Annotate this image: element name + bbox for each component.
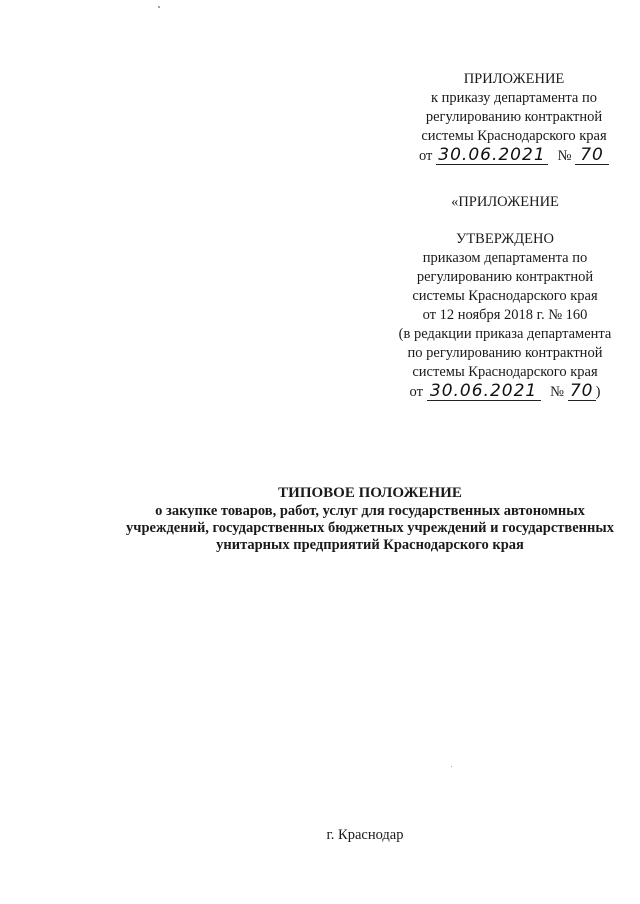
document-subtitle-line-1: о закупке товаров, работ, услуг для государственных автономных xyxy=(155,503,585,519)
approval-line-1: приказом департамента по xyxy=(422,250,588,266)
appendix-line-2: регулированию контрактной xyxy=(425,109,603,125)
appendix-date-prefix: от xyxy=(418,148,433,164)
approval-date-prefix: от xyxy=(409,384,423,400)
approval-handwritten-date: 30.06.2021 xyxy=(429,381,538,401)
document-subtitle-line-3: унитарных предприятий Краснодарского края xyxy=(216,537,524,553)
document-title: ТИПОВОЕ ПОЛОЖЕНИЕ xyxy=(278,485,462,501)
appendix-date-line xyxy=(404,147,624,166)
approval-block xyxy=(384,193,626,402)
approval-line-4: от 12 ноября 2018 г. № 160 xyxy=(422,307,588,323)
scan-speck xyxy=(158,6,160,8)
approval-handwritten-number: 70 xyxy=(569,381,594,401)
approval-line-6: по регулированию контрактной xyxy=(407,345,603,361)
approval-date-line xyxy=(384,383,626,402)
approval-date-field xyxy=(427,381,541,401)
approval-quote-title: «ПРИЛОЖЕНИЕ xyxy=(451,194,559,210)
approval-number-field xyxy=(568,381,596,401)
approval-line-2: регулированию контрактной xyxy=(416,269,594,285)
appendix-date-field xyxy=(436,145,548,165)
approval-approved-label: УТВЕРЖДЕНО xyxy=(456,231,554,247)
footer-block xyxy=(260,826,470,845)
appendix-handwritten-date: 30.06.2021 xyxy=(438,145,546,165)
appendix-line-3: системы Краснодарского края xyxy=(421,128,607,144)
appendix-title: ПРИЛОЖЕНИЕ xyxy=(463,71,565,87)
scan-speck xyxy=(451,766,452,767)
appendix-handwritten-number: 70 xyxy=(580,145,604,165)
approval-line-5: (в редакции приказа департамента xyxy=(398,326,612,342)
appendix-block xyxy=(404,70,624,166)
appendix-number-sign: № xyxy=(557,148,572,164)
appendix-line-1: к приказу департамента по xyxy=(431,90,597,106)
approval-line-7: системы Краснодарского края xyxy=(412,364,598,380)
footer-city: г. Краснодар xyxy=(326,827,404,843)
approval-closing-paren: ) xyxy=(595,384,601,400)
approval-number-sign: № xyxy=(550,384,565,400)
document-title-block xyxy=(100,484,640,554)
appendix-number-field xyxy=(575,145,609,165)
document-subtitle-line-2: учреждений, государственных бюджетных учреждений и государственных xyxy=(126,520,614,536)
approval-line-3: системы Краснодарского края xyxy=(412,288,598,304)
